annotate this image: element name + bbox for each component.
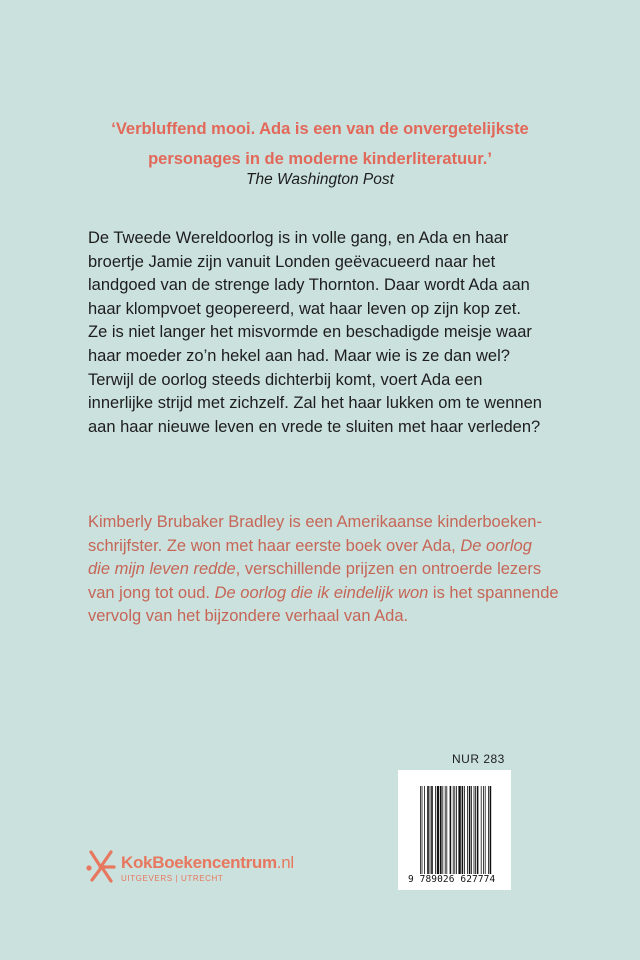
publisher-name-text: KokBoekencentrum (121, 853, 277, 872)
bio-text: is het spannende (428, 583, 559, 602)
publisher-logo (85, 846, 325, 896)
publisher-subtitle: UITGEVERS | UTRECHT (121, 874, 224, 883)
book-blurb (88, 227, 608, 439)
kok-boekencentrum-logo-icon (85, 846, 119, 886)
barcode-panel (398, 770, 511, 890)
quote-line-2: personages in de moderne kinderliteratuur.’ (148, 150, 492, 168)
review-quote (0, 114, 640, 174)
bio-line (88, 535, 608, 559)
blurb-line: broertje Jamie zijn vanuit Londen geëvacueerd naar het (88, 252, 496, 271)
bio-line: Kimberly Brubaker Bradley is een Amerikaanse kinderboeken- (88, 513, 542, 531)
blurb-line: Terwijl de oorlog steeds dichterbij komt, voert Ada een (88, 370, 483, 389)
bio-line: vervolg van het bijzondere verhaal van Ada. (88, 607, 409, 626)
blurb-line: Ze is niet langer het misvormde en beschadigde meisje waar (88, 323, 532, 342)
isbn-barcode-icon (420, 786, 504, 874)
blurb-line: aan haar nieuwe leven en vrede te sluiten met haar verleden? (88, 417, 541, 436)
bio-text: , verschillende prijzen en ontroerde lezers (235, 560, 542, 579)
bio-text: van jong tot oud. (88, 583, 215, 602)
nur-code: NUR 283 (452, 752, 505, 766)
quote-source: The Washington Post (246, 171, 394, 188)
blurb-line: haar moeder zo’n hekel aan had. Maar wie is ze dan wel? (88, 346, 510, 365)
book-title: De oorlog die ik eindelijk won (214, 583, 429, 602)
blurb-line: innerlijke strijd met zichzelf. Zal het haar lukken om te wennen (88, 394, 542, 413)
first-book-title: De oorlog (460, 536, 532, 555)
publisher-domain: .nl (276, 853, 294, 872)
author-bio (88, 511, 608, 629)
blurb-line: landgoed van de strenge lady Thornton. Daar wordt Ada aan (88, 276, 530, 295)
bio-text: schrijfster. Ze won met haar eerste boek over Ada, (88, 536, 461, 555)
blurb-line: haar klompvoet geopereerd, wat haar leven op zijn kop zet. (88, 299, 521, 318)
isbn-number: 9 789026 627774 (408, 874, 496, 885)
quote-line-1: ‘Verbluffend mooi. Ada is een van de onvergetelijkste (111, 120, 529, 138)
bio-line (88, 582, 608, 606)
first-book-title: die mijn leven redde (88, 560, 236, 579)
blurb-line: De Tweede Wereldoorlog is in volle gang, en Ada en haar (88, 229, 509, 247)
publisher-name (121, 853, 294, 873)
bio-line (88, 558, 608, 582)
